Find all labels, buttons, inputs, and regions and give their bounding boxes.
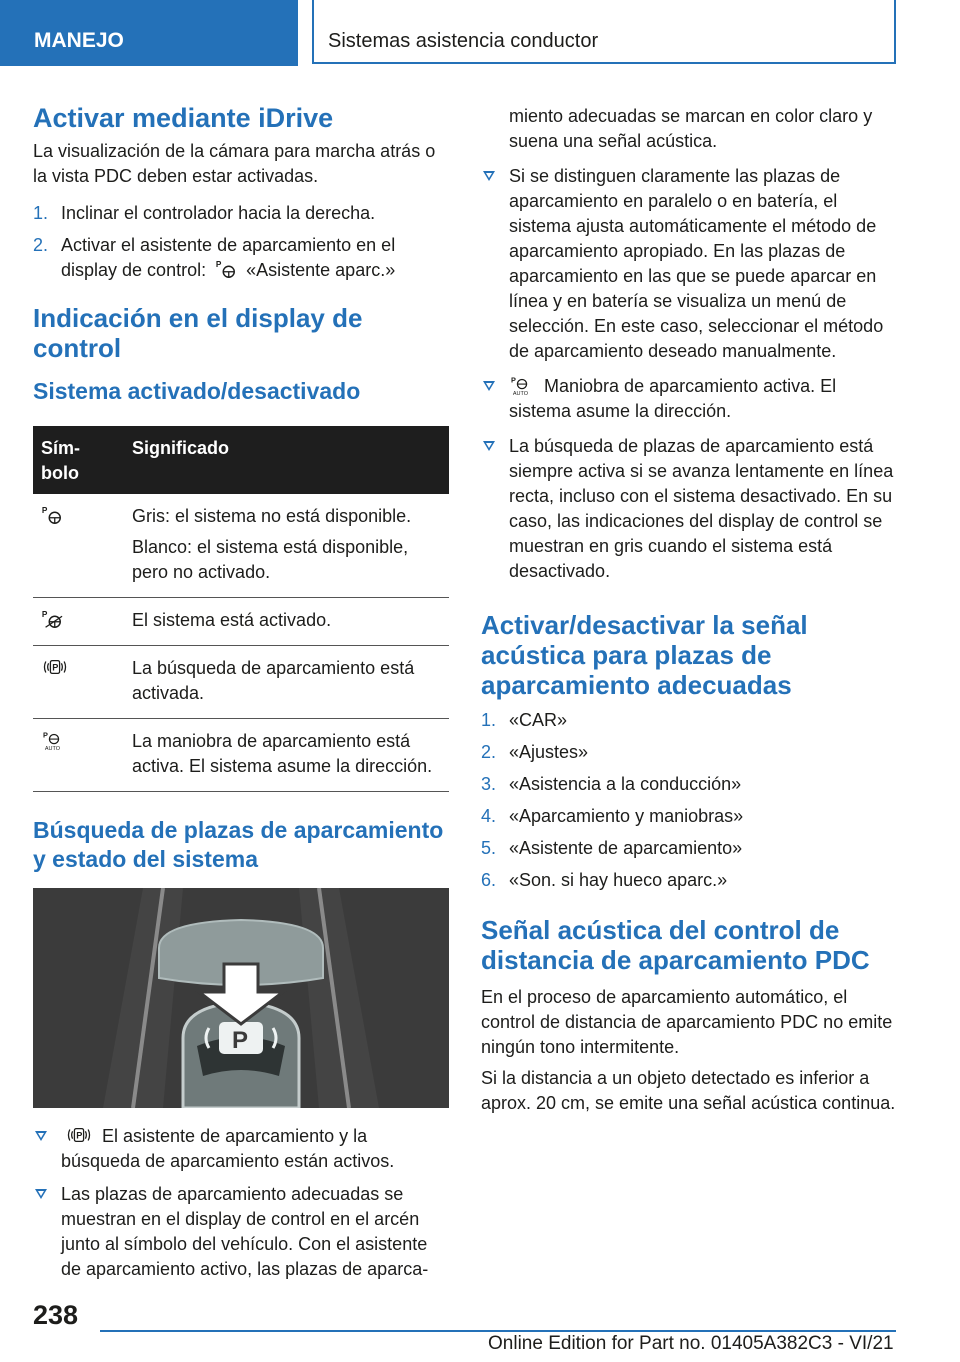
park-assist-icon [215, 258, 237, 280]
list-item [33, 1182, 449, 1282]
bullet-triangle-icon [483, 381, 495, 391]
parking-illustration [33, 888, 449, 1108]
parking-search-icon [65, 1124, 93, 1146]
paragraph-pdc-1: En el proceso de aparcamiento automático, el control de distancia de aparcamiento PDC no emite ningún tono intermitente. [481, 987, 893, 1057]
list-item [481, 836, 897, 861]
bullet-text: El asistente de aparcamiento y la búsqueda de aparcamiento están activos. [61, 1126, 395, 1171]
list-item [33, 201, 449, 226]
list-item [481, 804, 897, 829]
column-header-symbol: Sím-bolo [33, 426, 124, 494]
left-column [33, 100, 449, 1282]
svg-text:P: P [216, 260, 222, 270]
list-item [481, 374, 897, 424]
list-item [481, 740, 897, 765]
right-column [481, 104, 897, 1116]
bullet-text: Maniobra de aparcamiento activa. El sistema asume la dirección. [509, 376, 837, 421]
menu-steps [481, 708, 897, 893]
heading-system-status: Sistema activado/desactivado [33, 378, 361, 404]
activate-steps [33, 201, 449, 283]
step-text-menu: «Asistente aparc.» [246, 260, 396, 280]
column-header-meaning: Significado [124, 426, 449, 494]
svg-text:AUTO: AUTO [44, 746, 61, 751]
parking-search-icon [41, 656, 69, 678]
edition-footer: Online Edition for Part no. 01405A382C3 - VI/21 [488, 1333, 894, 1354]
symbol-table [33, 426, 449, 792]
svg-text:P: P [41, 610, 48, 620]
paragraph-activate: La visualización de la cámara para marcha atrás o la vista PDC deben estar activadas. [33, 141, 436, 186]
step-text: «Son. si hay hueco aparc.» [509, 870, 728, 890]
heading-acoustic-signal: Activar/desactivar la señal acústica para plazas de aparcamiento adecuadas [481, 610, 808, 700]
chapter-tab: Sistemas asistencia conductor [312, 0, 896, 64]
list-item [481, 164, 897, 364]
bullet-triangle-icon [483, 441, 495, 451]
bullet-text: Las plazas de aparcamiento adecuadas se muestran en el display de control en el arcén junto al símbolo del vehículo. Con el asistente de aparcamiento activo, las plazas de aparca- [61, 1184, 429, 1279]
bullet-text: La búsqueda de plazas de aparcamiento está siempre activa si se avanza lentamente en línea recta, incluso con el sistema desactivado. En su caso, las indicaciones del display de control se muestran en gris cuando el sistema está desactivado. [509, 436, 894, 581]
park-assist-active-icon [41, 608, 63, 630]
step-number: 3. [481, 774, 497, 794]
svg-text:P: P [41, 506, 48, 516]
page-header [0, 0, 960, 66]
list-item [33, 233, 449, 283]
step-number: 1. [33, 203, 49, 223]
step-number: 2. [481, 742, 497, 762]
list-item [481, 772, 897, 797]
heading-activate-idrive: Activar mediante iDrive [33, 103, 334, 133]
park-assist-icon [41, 504, 63, 526]
list-item [481, 868, 897, 893]
step-number: 2. [33, 235, 49, 255]
step-number: 1. [481, 710, 497, 730]
list-item [33, 1124, 449, 1174]
table-cell: La maniobra de aparcamiento está activa. El sistema asume la dirección. [132, 731, 433, 776]
step-text: «CAR» [509, 710, 568, 730]
step-text: Inclinar el controlador hacia la derecha. [61, 203, 376, 223]
svg-text:P: P [511, 375, 516, 385]
step-number: 6. [481, 870, 497, 890]
table-cell: La búsqueda de aparcamiento está activada. [132, 658, 415, 703]
footer-divider [100, 1330, 896, 1332]
section-tab: MANEJO [0, 0, 298, 66]
table-row [33, 598, 449, 646]
table-cell: Gris: el sistema no está disponible. [132, 506, 412, 526]
svg-text:P: P [43, 730, 48, 740]
svg-text:P: P [52, 662, 59, 673]
bullet-triangle-icon [483, 171, 495, 181]
paragraph-pdc-2: Si la distancia a un objeto detectado es inferior a aprox. 20 cm, se emite una señal acústica continua. [481, 1068, 896, 1113]
bullet-continuation: miento adecuadas se marcan en color claro y suena una señal acústica. [509, 106, 873, 151]
step-number: 4. [481, 806, 497, 826]
step-text: «Ajustes» [509, 742, 589, 762]
svg-text:AUTO: AUTO [512, 391, 529, 396]
heading-pdc-signal: Señal acústica del control de distancia de aparcamiento PDC [481, 915, 870, 975]
step-number: 5. [481, 838, 497, 858]
step-text: «Asistente de aparcamiento» [509, 838, 743, 858]
table-row [33, 494, 449, 598]
bullet-triangle-icon [35, 1131, 47, 1141]
table-header-row [33, 426, 449, 494]
park-auto-icon [41, 729, 67, 751]
bullet-triangle-icon [35, 1189, 47, 1199]
svg-text:P: P [232, 1027, 249, 1054]
table-cell: Blanco: el sistema está disponible, pero no activado. [132, 537, 409, 582]
heading-display: Indicación en el display de control [33, 303, 363, 363]
heading-parking-search: Búsqueda de plazas de aparcamiento y estado del sistema [33, 817, 444, 872]
table-row [33, 646, 449, 719]
page-number: 238 [33, 1300, 79, 1330]
status-bullets [33, 1124, 449, 1282]
system-bullets [481, 164, 897, 584]
bullet-text: Si se distinguen claramente las plazas de aparcamiento en paralelo o en batería, el sistema ajusta automáticamente el método de aparcamiento apropiado. En las plazas de aparcamiento en las que se puede aparcar en línea y en batería se visualiza un menú de selección. En este caso, seleccionar el método de aparcamiento deseado manualmente. [509, 166, 884, 361]
car-parking-image [33, 888, 449, 1108]
step-text: «Asistencia a la conducción» [509, 774, 742, 794]
table-row [33, 719, 449, 792]
table-cell: El sistema está activado. [132, 610, 332, 630]
park-auto-icon [509, 374, 535, 396]
list-item [481, 434, 897, 584]
list-item [481, 708, 897, 733]
step-text: «Aparcamiento y maniobras» [509, 806, 744, 826]
svg-text:P: P [76, 1130, 83, 1141]
step-text: Activar el asistente de aparcamiento en el display de control: [61, 235, 396, 280]
